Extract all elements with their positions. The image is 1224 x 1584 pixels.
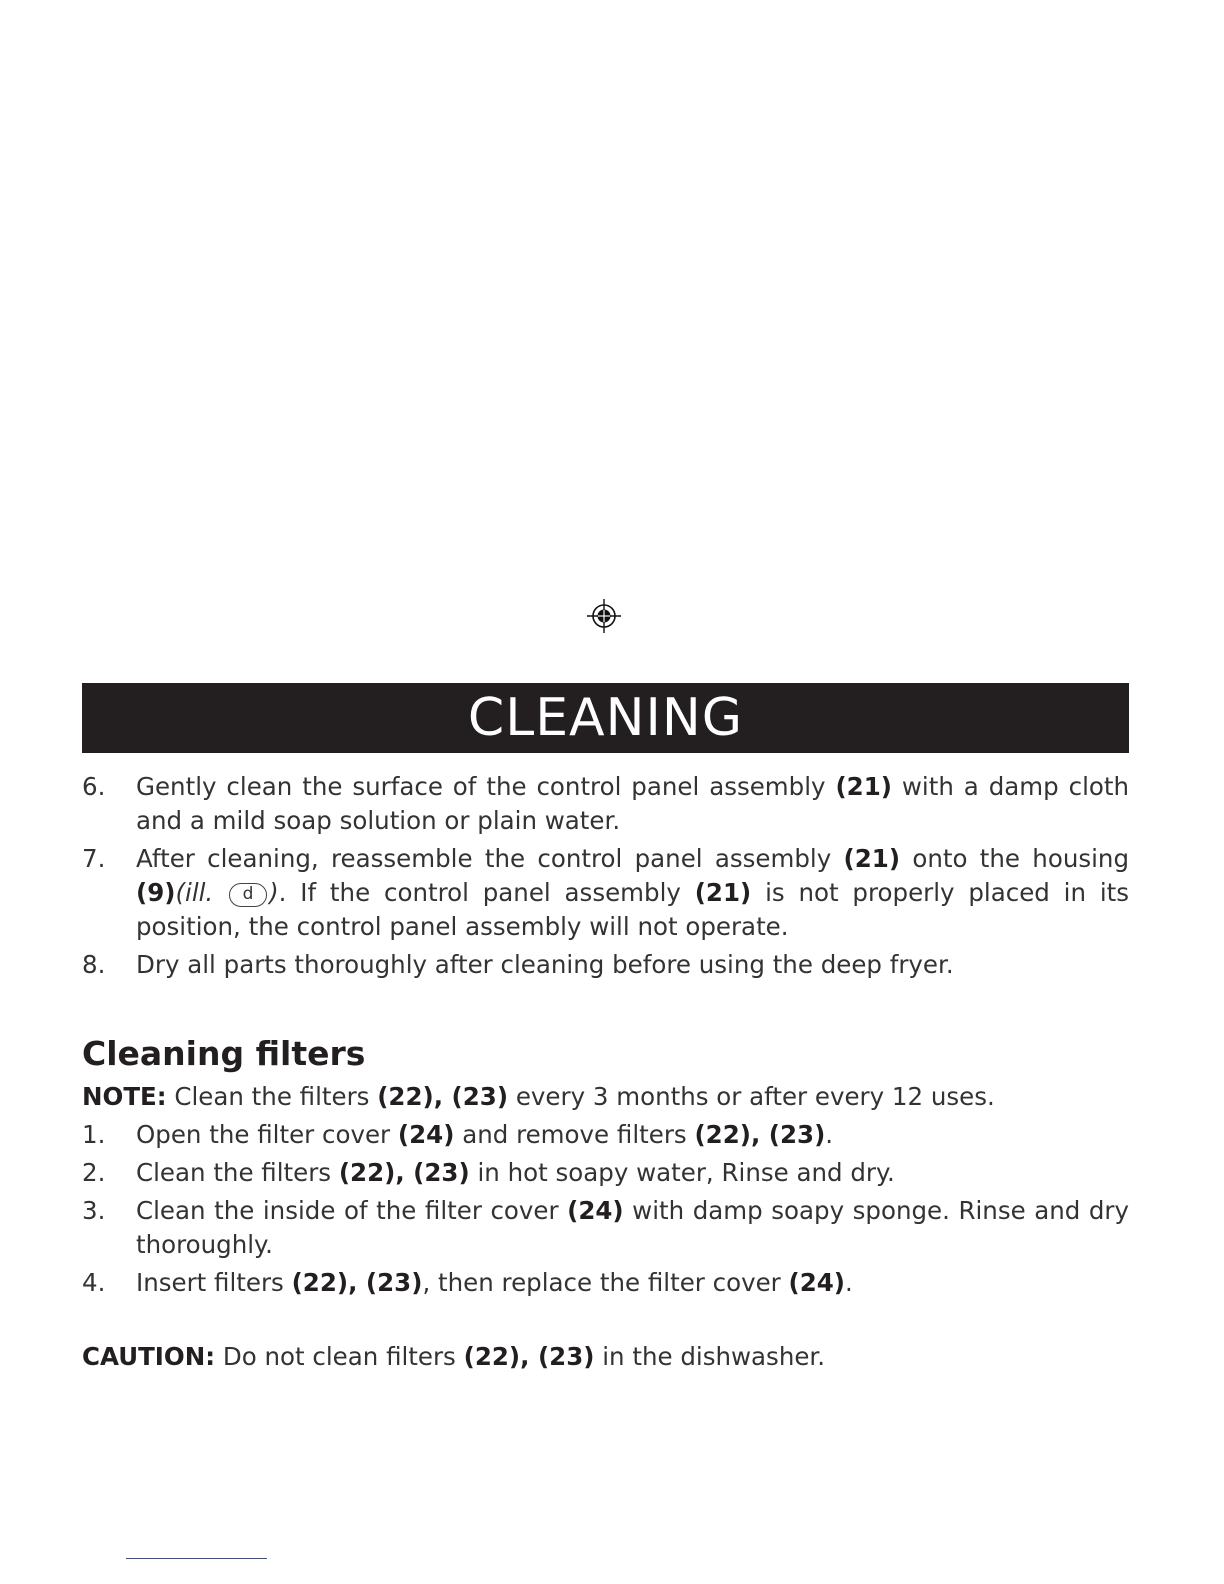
text-run: onto the housing [900,844,1129,873]
step-number: 8. [82,950,106,979]
step-number: 2. [82,1158,106,1187]
list-item [82,770,1129,838]
page-content [82,770,1129,1374]
text-run: Open the filter cover [136,1120,398,1149]
step-number: 3. [82,1196,106,1225]
step-text [136,1194,1129,1262]
caution-paragraph [82,1340,1129,1374]
step-text [136,1156,1129,1190]
step-text [136,948,1129,982]
note-paragraph [82,1080,1129,1114]
part-reference: (21) [835,772,892,801]
part-reference: (22), (23) [377,1082,509,1111]
step-text [136,842,1129,944]
section-heading: Cleaning filters [82,1034,366,1073]
filter-steps-list [82,1118,1129,1300]
caution-label: CAUTION: [82,1342,216,1371]
list-item [82,948,1129,982]
part-reference: (21) [694,878,752,907]
text-run: with damp soapy sponge. Rinse and dry thoroughly. [136,1196,1129,1259]
part-reference: (22), (23) [291,1268,423,1297]
illustration-reference: (ill. [175,878,228,907]
text-run: in hot soapy water, Rinse and dry. [469,1158,895,1187]
text-run: . [825,1120,834,1149]
text-run: , then replace the filter cover [422,1268,789,1297]
list-item [82,1156,1129,1190]
part-reference: (24) [567,1196,624,1225]
text-run: Clean the inside of the filter cover [136,1196,568,1225]
list-item [82,842,1129,944]
text-run: Clean the filters [136,1158,339,1187]
step-number: 1. [82,1120,106,1149]
cleaning-steps-list [82,770,1129,982]
note-text [167,1082,995,1111]
text-run: . [845,1268,853,1297]
step-text [136,1118,1129,1152]
part-reference: (9) [136,878,176,907]
text-run: Dry all parts thoroughly after cleaning before using the deep fryer. [136,950,954,979]
registration-mark-icon [586,598,622,634]
step-number: 7. [82,844,106,873]
part-reference: (22), (23) [463,1342,595,1371]
list-item [82,1194,1129,1262]
text-run: in the dishwasher. [594,1342,826,1371]
step-text [136,770,1129,838]
list-item [82,1266,1129,1300]
text-run: Insert filters [136,1268,292,1297]
illustration-reference: ) [269,878,279,907]
part-reference: (24) [397,1120,455,1149]
text-run: with a damp cloth and a mild soap solution or plain water. [136,772,1129,835]
part-reference: (22), (23) [338,1158,470,1187]
illustration-letter-icon: d [229,883,267,907]
list-item [82,1118,1129,1152]
text-run: . If the control panel assembly [278,878,695,907]
part-reference: (21) [843,844,901,873]
text-run: Do not clean filters [215,1342,464,1371]
footer-rule [126,1558,267,1559]
text-run: Clean the filters [166,1082,378,1111]
text-run: and remove filters [454,1120,695,1149]
step-number: 4. [82,1268,106,1297]
part-reference: (24) [788,1268,846,1297]
note-label: NOTE: [82,1082,167,1111]
step-number: 6. [82,772,106,801]
text-run: every 3 months or after every 12 uses. [508,1082,995,1111]
text-run: is not properly placed in its position, the control panel assembly will not operate. [136,878,1130,941]
part-reference: (22), (23) [694,1120,826,1149]
banner-title: CLEANING [467,688,744,748]
step-text [136,1266,1129,1300]
text-run: After cleaning, reassemble the control panel assembly [136,844,844,873]
text-run: Gently clean the surface of the control panel assembly [136,772,836,801]
caution-text [215,1342,825,1371]
section-banner [82,683,1129,753]
